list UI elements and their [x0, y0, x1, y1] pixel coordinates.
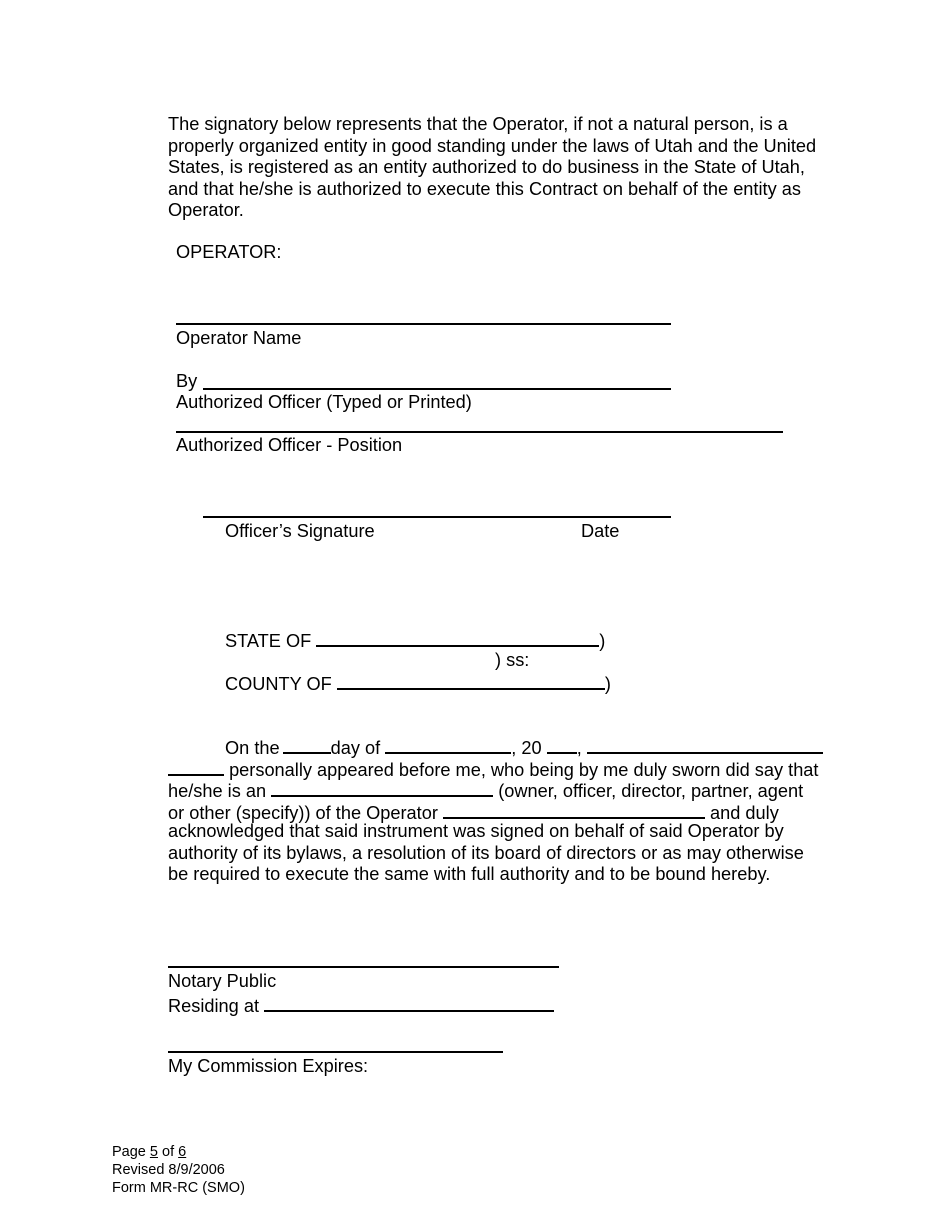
- operator-heading: OPERATOR:: [176, 242, 282, 262]
- or-other-text: or other (specify)) of the Operator: [168, 803, 438, 823]
- intro-line-1: The signatory below represents that the Operator, if not a natural person, is a: [168, 114, 788, 134]
- page-total: 6: [178, 1144, 187, 1160]
- person-name-blank[interactable]: [587, 734, 823, 754]
- commission-line[interactable]: [168, 1051, 503, 1053]
- operator-name-label: Operator Name: [176, 328, 302, 348]
- ack-line-7: be required to execute the same with full authority and to be bound hereby.: [168, 864, 771, 884]
- and-duly-text: and duly: [710, 803, 779, 823]
- residing-at-row: [168, 992, 554, 1017]
- county-blank[interactable]: [337, 670, 605, 690]
- commission-label: My Commission Expires:: [168, 1056, 369, 1076]
- residing-at-label: Residing at: [168, 996, 259, 1016]
- intro-line-2: properly organized entity in good standing under the laws of Utah and the United: [168, 136, 817, 156]
- page-of: of: [162, 1144, 175, 1160]
- role-blank[interactable]: [271, 777, 493, 797]
- state-close-paren: ): [599, 631, 606, 651]
- page-number: 5: [149, 1144, 158, 1160]
- day-of-label: day of: [330, 738, 381, 758]
- he-she-is-an-text: he/she is an: [168, 781, 267, 801]
- ss-label: ) ss:: [495, 650, 530, 670]
- page-prefix: Page: [112, 1144, 146, 1160]
- comma-label: ,: [576, 738, 582, 758]
- ack-line-5: acknowledged that said instrument was signed on behalf of said Operator by: [168, 821, 784, 841]
- page-indicator: [112, 1143, 186, 1161]
- intro-line-5: Operator.: [168, 200, 244, 220]
- authorized-officer-label: Authorized Officer (Typed or Printed): [176, 392, 472, 412]
- notary-signature-line[interactable]: [168, 966, 559, 968]
- state-of-label: STATE OF: [225, 631, 312, 651]
- form-id: Form MR-RC (SMO): [112, 1180, 245, 1196]
- officer-position-label: Authorized Officer - Position: [176, 435, 403, 455]
- date-label: Date: [581, 521, 620, 541]
- on-the-label: On the: [225, 738, 280, 758]
- by-label: By: [176, 371, 198, 391]
- county-close-paren: ): [604, 674, 611, 694]
- operator-blank[interactable]: [443, 799, 705, 819]
- revised-date: Revised 8/9/2006: [112, 1162, 225, 1178]
- state-blank[interactable]: [316, 627, 599, 647]
- ack-line-6: authority of its bylaws, a resolution of its board of directors or as may otherwise: [168, 843, 804, 863]
- notary-public-label: Notary Public: [168, 971, 277, 991]
- month-blank[interactable]: [385, 734, 511, 754]
- intro-line-3: States, is registered as an entity authorized to do business in the State of Utah,: [168, 157, 805, 177]
- operator-name-line[interactable]: [176, 323, 671, 325]
- intro-line-4: and that he/she is authorized to execute this Contract on behalf of the entity as: [168, 179, 801, 199]
- appeared-text: personally appeared before me, who being by me duly sworn did say that: [229, 760, 819, 780]
- officer-signature-line[interactable]: [203, 516, 671, 518]
- officer-signature-label: Officer’s Signature: [225, 521, 375, 541]
- county-of-label: COUNTY OF: [225, 674, 332, 694]
- year-blank[interactable]: [547, 734, 577, 754]
- county-of-row: [225, 670, 611, 695]
- person-name-blank-cont[interactable]: [168, 756, 224, 776]
- roles-text: (owner, officer, director, partner, agent: [498, 781, 804, 801]
- year-prefix-label: , 20: [511, 738, 542, 758]
- residing-at-blank[interactable]: [264, 992, 554, 1012]
- officer-position-line[interactable]: [176, 431, 783, 433]
- day-blank[interactable]: [283, 734, 331, 754]
- state-of-row: [225, 627, 605, 652]
- authorized-officer-line[interactable]: [203, 388, 671, 390]
